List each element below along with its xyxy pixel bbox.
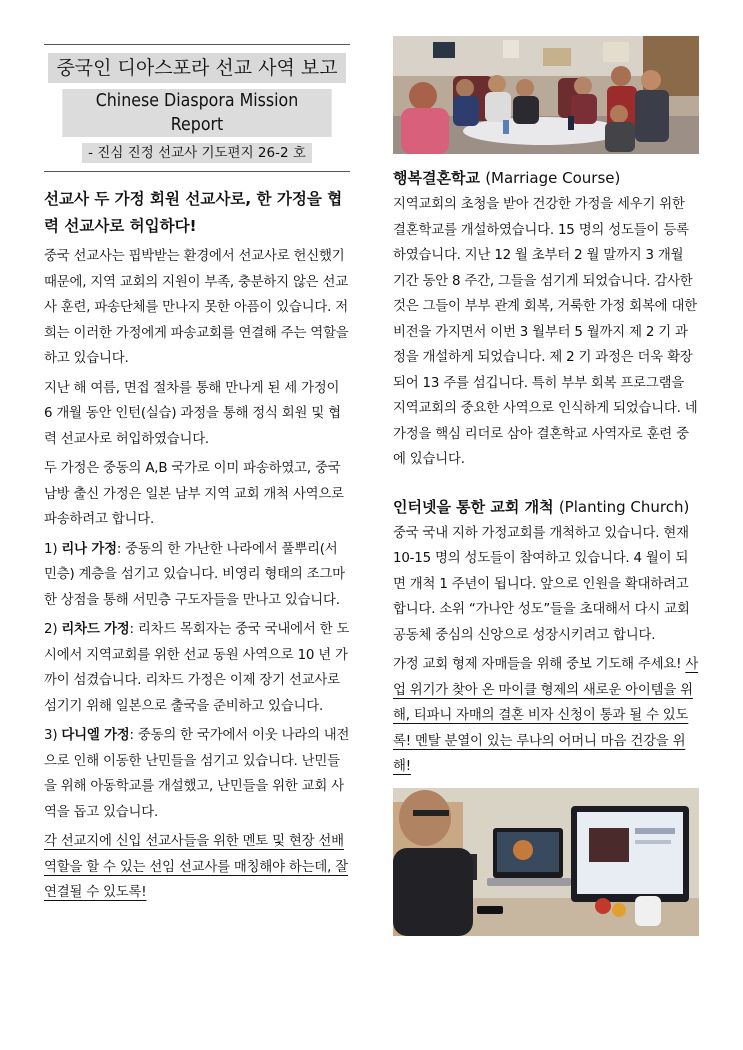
right-column [393,36,699,936]
right-prayer-request [393,652,699,780]
planting-church-title-en: (Planting Church) [558,497,690,516]
online-church-photo [393,788,699,936]
left-headline: 선교사 두 가정 회원 선교사로, 한 가정을 협력 선교사로 허입하다! [44,190,343,235]
family-item-3 [44,723,350,825]
item-1-name: 리나 가정 [61,541,117,557]
item-3-number: 3) [44,728,58,743]
item-1-number: 1) [44,541,58,557]
marriage-course-title-en: (Marriage Course) [485,169,621,187]
left-paragraph-2: 지난 해 여름, 면접 절차를 통해 만나게 된 세 가정이 6 개월 동안 인턴(실습) 과정을 통해 정식 회원 및 협력 선교사로 허입하였습니다. [44,380,341,447]
marriage-course-photo [393,36,699,154]
masthead-title-ko: 중국인 디아스포라 선교 사역 보고 [48,53,345,83]
item-3-text: : 중동의 한 국가에서 이웃 나라의 내전으로 인해 이동한 난민들을 섬기고 있습니다. 난민들을 위해 아동학교를 개설했고, 난민들을 위한 교회 사역을 돕고 있습니다. [44,728,350,820]
item-3-name: 다니엘 가정 [61,728,130,743]
masthead-title-en: Chinese Diaspora Mission Report [62,89,331,137]
item-2-number: 2) [44,622,58,637]
item-1-text: : 중동의 한 가난한 나라에서 풀뿌리(서민층) 계층을 섬기고 있습니다. 비영리 형태의 조그마한 상점을 통해 서민층 구도자들을 만나고 있습니다. [44,541,345,608]
marriage-course-title-ko: 행복결혼학교 [393,169,480,187]
item-2-name: 리차드 가정 [61,622,130,637]
item-2-text: : 리차드 목회자는 중국 국내에서 한 도시에서 지역교회를 위한 선교 동원 사역으로 10 년 가까이 섬겼습니다. 리차드 가정은 이제 장기 선교사로 섬기기 위해 일본으로 출국을 준비하고 있습니다. [44,622,350,714]
marriage-course-title [393,166,699,190]
masthead [44,44,350,172]
left-paragraph-1: 중국 선교사는 핍박받는 환경에서 선교사로 헌신했기 때문에, 지역 교회의 지원이 부족, 충분하지 않은 선교사 훈련, 파송단체를 만나지 못한 아픔이 있습니다. 저희는 이러한 가정에게 파송교회를 연결해 주는 역할을 하고 있습니다. [44,249,349,366]
family-item-1 [44,537,350,614]
marriage-course-text: 지역교회의 초청을 받아 건강한 가정을 세우기 위한 결혼학교를 개설하였습니다. 15 명의 성도들이 등록하였습니다. 지난 12 월 초부터 2 월 말까지 3 개월 기간 동안 8 주간, 그들을 섬기게 되었습니다. 감사한 것은 그들이 부부 관계 회복, 거룩한 가정 회복에 대한 비전을 가지면서 이번 3 월부터 5 월까지 제 2 기 과정을 개설하게 되었습니다. 제 2 기 과정은 더욱 확장되어 13 주를 섬깁니다. 특히 부부 회복 프로그램을 지역교회의 중요한 사역으로 인식하게 되었습니다. 네 가정을 핵심 리더로 삼아 결혼학교 사역자로 훈련 중에 있습니다. [393,197,698,467]
planting-church-text: 중국 국내 지하 가정교회를 개척하고 있습니다. 현재 10-15 명의 성도들이 참여하고 있습니다. 4 월이 되면 개척 1 주년이 됩니다. 앞으로 인원을 확대하려고 합니다. 소위 “가나안 성도”들을 초대해서 다시 교회 공동체 중심의 신앙으로 성장시키려고 합니다. [393,525,690,643]
planting-church-title [393,495,699,519]
left-prayer-request: 각 선교지에 신입 선교사들을 위한 멘토 및 현장 선배 역할을 할 수 있는 선임 선교사를 매칭해야 하는데, 잘 연결될 수 있도록! [44,834,348,900]
prayer-items: 사업 위기가 찾아 온 마이클 형제의 새로운 아이템을 위해, 티파니 자매의 결혼 비자 신청이 통과 될 수 있도록! 멘탈 분열이 있는 루나의 어머니 마음 건강을 위해! [393,657,699,774]
planting-church-title-ko: 인터넷을 통한 교회 개척 [393,497,554,516]
masthead-subtitle: - 진심 진정 선교사 기도편지 26-2 호 [82,143,312,163]
left-column [44,44,350,910]
family-item-2 [44,617,350,719]
left-paragraph-3: 두 가정은 중동의 A,B 국가로 이미 파송하였고, 중국 남방 출신 가정은 일본 남부 지역 교회 개척 사역으로 파송하려고 합니다. [44,461,344,527]
prayer-lead: 가정 교회 형제 자매들을 위해 중보 기도해 주세요! [393,657,682,672]
